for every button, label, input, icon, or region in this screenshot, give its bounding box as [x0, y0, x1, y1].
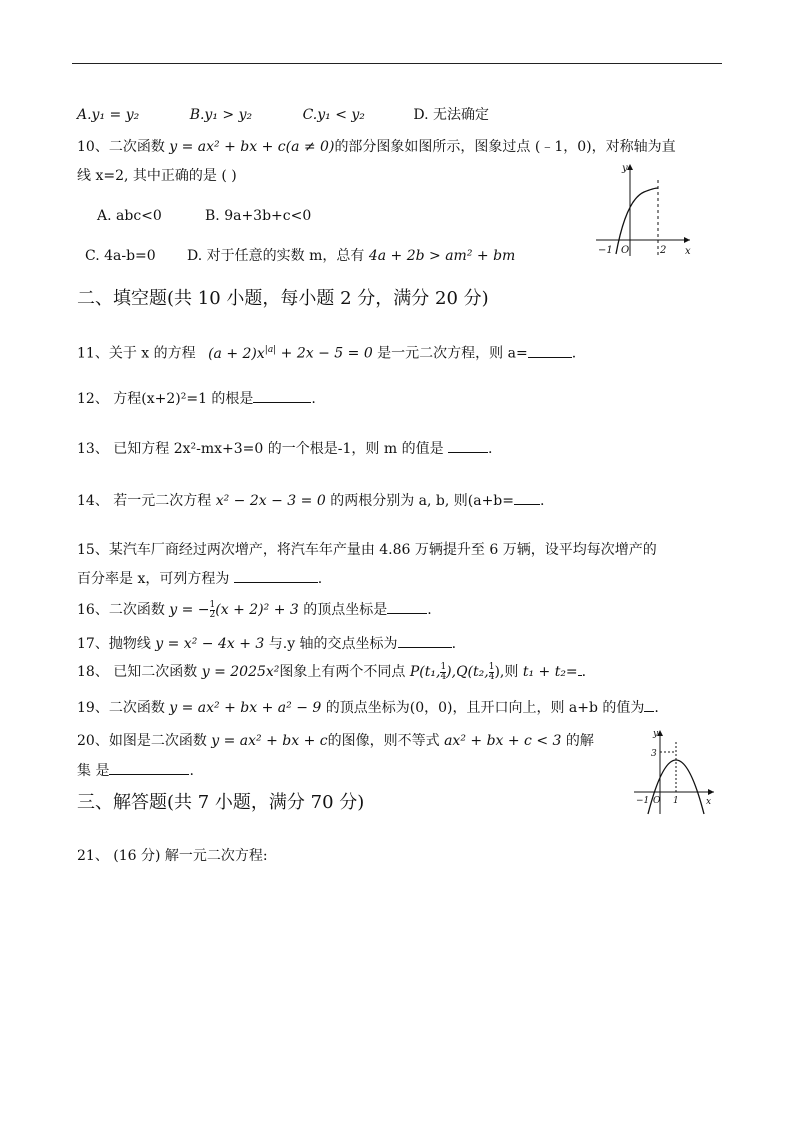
q14: 14、 若一元二次方程 x² − 2x − 3 = 0 的两根分别为 a, b, 则(a+b= . — [77, 490, 544, 511]
q20-line1: 20、如图是二次函数 y = ax² + bx + c的图像，则不等式 ax² + bx + c < 3 的解 — [77, 733, 594, 749]
q16: 16、二次函数 y = − $\frac{1}{2}$ (x + 2)² + 3 的顶点坐标是 . — [77, 599, 432, 620]
q10-option-d: D. 对于任意的实数 m，总有 4a + 2b > am² + bm — [187, 248, 516, 264]
q10-graph-origin: O — [621, 245, 630, 256]
section-2-heading: 二、填空题(共 10 小题，每小题 2 分，满分 20 分) — [77, 288, 489, 309]
q10-line1: 10、二次函数 y = ax² + bx + c(a ≠ 0)的部分图象如图所示，图象过点 (﹣1，0)，对称轴为直 — [77, 139, 676, 155]
q19: 19、二次函数 y = ax² + bx + a² − 9 的顶点坐标为(0，0)，且开口向上，则 a+b 的值为 . — [77, 697, 659, 718]
q20-line2: 集 是 . — [77, 760, 194, 781]
q10-graph-neg1: −1 — [598, 245, 613, 256]
q12-blank[interactable] — [253, 388, 311, 403]
q20-graph-x-label: x — [706, 797, 712, 807]
q10-option-c: C. 4a-b=0 — [85, 248, 156, 264]
section-3-heading: 三、解答题(共 7 小题，满分 70 分) — [77, 792, 365, 813]
q15-line1: 15、某汽车厂商经过两次增产，将汽车年产量由 4.86 万辆提升至 6 万辆，设平均每次增产的 — [77, 542, 657, 558]
q20-blank[interactable] — [109, 760, 189, 775]
q20-graph-three: 3 — [651, 749, 657, 759]
q15-blank[interactable] — [234, 568, 318, 583]
q12: 12、 方程(x+2)²=1 的根是 . — [77, 388, 316, 409]
q13-blank[interactable] — [448, 438, 488, 453]
q16-blank[interactable] — [387, 599, 427, 614]
option-d: D. 无法确定 — [413, 107, 489, 123]
q10-graph-x-label: x — [685, 246, 691, 257]
q14-blank[interactable] — [514, 490, 540, 505]
q17: 17、抛物线 y = x² − 4x + 3 与.y 轴的交点坐标为 . — [77, 633, 456, 654]
option-a: A.y₁ = y₂ — [77, 107, 140, 123]
q20-graph-y-label: y — [653, 729, 659, 739]
q10-option-b: B. 9a+3b+c<0 — [205, 208, 312, 224]
q15-line2: 百分率是 x，可列方程为 . — [77, 568, 322, 589]
q10-option-a: A. abc<0 — [97, 208, 162, 224]
q11: 11、关于 x 的方程 $(a + 2)x^{|a|} + 2x - 5 = 0$ 是一元二次方程，则 a= . — [77, 340, 576, 364]
q10-graph-two: 2 — [660, 245, 667, 256]
q19-blank[interactable] — [644, 697, 654, 712]
q11-blank[interactable] — [528, 343, 572, 358]
option-b: B.y₁ > y₂ — [189, 107, 253, 123]
header-rule — [72, 63, 722, 64]
q21: 21、 (16 分) 解一元二次方程: — [77, 848, 268, 864]
prev-options — [77, 105, 489, 125]
q10-graph-y-label: y — [622, 163, 628, 174]
q13: 13、 已知方程 2x²-mx+3=0 的一个根是-1，则 m 的值是 . — [77, 438, 492, 459]
q20-graph-one: 1 — [673, 796, 679, 806]
q20-graph-origin: O — [653, 796, 661, 806]
q20-graph-neg1: −1 — [636, 796, 650, 806]
option-c: C.y₁ < y₂ — [302, 107, 365, 123]
q18: 18、 已知二次函数 y = 2025x²图象上有两个不同点 P(t₁, $\frac{1}{4}$ ),Q(t₂, $\frac{1}{4}$ ),则 t₁ + t₂= . — [77, 661, 587, 682]
q10-graph — [592, 160, 696, 260]
q20-graph — [630, 728, 720, 816]
q17-blank[interactable] — [398, 633, 452, 648]
q10-line2: 线 x=2, 其中正确的是 ( ) — [77, 168, 237, 184]
